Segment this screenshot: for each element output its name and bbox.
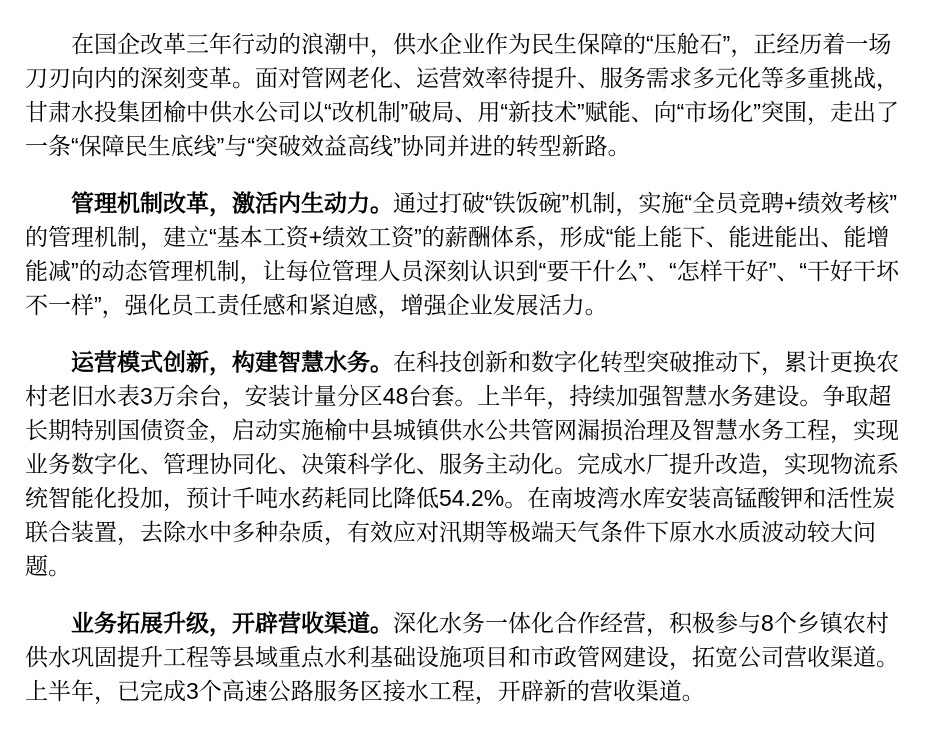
- paragraph-business-expansion-body: 深化水务一体化合作经营，积极参与8个乡镇农村供水巩固提升工程等县域重点水利基础设施项目和市政管网建设，拓宽公司营收渠道。上半年，已完成3个高速公路服务区接水工程，开辟新的营收渠道。: [25, 610, 899, 704]
- paragraph-management-reform-lead: 管理机制改革，激活内生动力。: [71, 190, 393, 216]
- paragraph-business-expansion-lead: 业务拓展升级，开辟营收渠道。: [71, 610, 393, 636]
- paragraph-operation-innovation-lead: 运营模式创新，构建智慧水务。: [71, 349, 393, 375]
- paragraph-operation-innovation: [25, 345, 909, 583]
- paragraph-intro-body: 在国企改革三年行动的浪潮中，供水企业作为民生保障的“压舱石”，正经历着一场刀刃向内的深刻变革。面对管网老化、运营效率待提升、服务需求多元化等多重挑战，甘肃水投集团榆中供水公司以“改机制”破局、用“新技术”赋能、向“市场化”突围，走出了一条“保障民生底线”与“突破效益高线”协同并进的转型新路。: [25, 31, 899, 159]
- paragraph-management-reform-body: 通过打破“铁饭碗”机制，实施“全员竞聘+绩效考核”的管理机制，建立“基本工资+绩效工资”的薪酬体系，形成“能上能下、能进能出、能增能减”的动态管理机制，让每位管理人员深刻认识到“要干什么”、“怎样干好”、“干好干坏不一样”，强化员工责任感和紧迫感，增强企业发展活力。: [25, 190, 899, 318]
- paragraph-management-reform: [25, 186, 909, 322]
- paragraph-intro: [25, 27, 909, 163]
- paragraph-business-expansion: [25, 606, 909, 708]
- paragraph-operation-innovation-body: 在科技创新和数字化转型突破推动下，累计更换农村老旧水表3万余台，安装计量分区48台套。上半年，持续加强智慧水务建设。争取超长期特别国债资金，启动实施榆中县城镇供水公共管网漏损治理及智慧水务工程，实现业务数字化、管理协同化、决策科学化、服务主动化。完成水厂提升改造，实现物流系统智能化投加，预计千吨水药耗同比降低54.2%。在南坡湾水库安装高锰酸钾和活性炭联合装置，去除水中多种杂质，有效应对汛期等极端天气条件下原水水质波动较大问题。: [25, 349, 899, 579]
